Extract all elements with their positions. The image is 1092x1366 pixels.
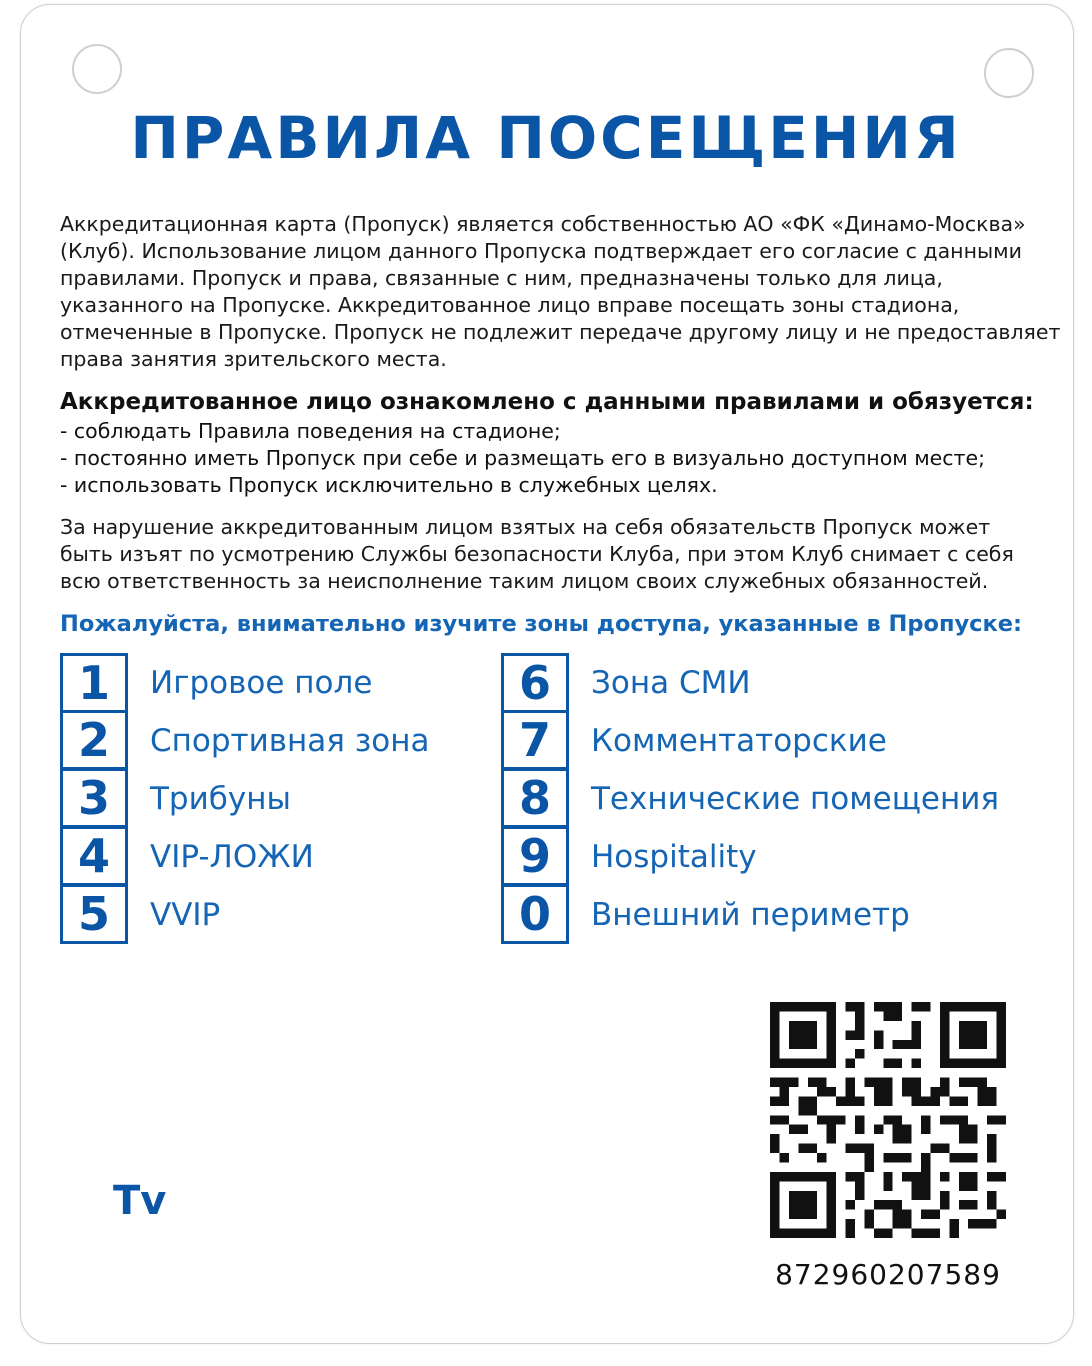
serial-number: 872960207589 [775, 1258, 1001, 1291]
zones-column-right [501, 654, 999, 944]
zone-label: Внешний периметр [591, 897, 910, 933]
intro-line: отмеченные в Пропуске. Пропуск не подлежит передаче другому лицу и не предоставляет [60, 320, 1061, 344]
zone-row [501, 712, 999, 770]
violation-paragraph [60, 514, 1040, 595]
page-title: ПРАВИЛА ПОСЕЩЕНИЯ [130, 104, 962, 172]
intro-line: Аккредитационная карта (Пропуск) является собственностью АО «ФК «Динамо-Москва» [60, 212, 1026, 236]
zones-column-left [60, 654, 430, 944]
zone-number-box: 7 [501, 710, 569, 770]
intro-line: правилами. Пропуск и права, связанные с ним, предназначены только для лица, [60, 266, 943, 290]
zone-number-box: 8 [501, 768, 569, 828]
zone-number-box: 3 [60, 768, 128, 828]
zone-row [501, 654, 999, 712]
zone-label: Hospitality [591, 839, 757, 875]
zone-label: Зона СМИ [591, 665, 751, 701]
brand-logo: Tv [113, 1178, 167, 1224]
zone-number-box: 9 [501, 826, 569, 886]
zone-number-box: 1 [60, 653, 128, 713]
obligation-item: - использовать Пропуск исключительно в служебных целях. [60, 473, 718, 497]
zone-number-box: 5 [60, 884, 128, 944]
obligations-heading: Аккредитованное лицо ознакомлено с данными правилами и обязуется: [60, 389, 1034, 415]
intro-paragraph [60, 211, 1061, 373]
zone-label: Трибуны [150, 781, 291, 817]
zone-label: Технические помещения [591, 781, 1000, 817]
zone-row [501, 828, 999, 886]
punch-hole-right [984, 48, 1034, 98]
obligation-item: - соблюдать Правила поведения на стадионе; [60, 419, 561, 443]
zone-label: VIP-ЛОЖИ [150, 839, 314, 875]
violation-line: За нарушение аккредитованным лицом взятых на себя обязательств Пропуск может [60, 515, 991, 539]
zone-row [501, 770, 999, 828]
zone-row [60, 654, 430, 712]
zones-heading: Пожалуйста, внимательно изучите зоны доступа, указанные в Пропуске: [60, 611, 1023, 637]
intro-line: указанного на Пропуске. Аккредитованное лицо вправе посещать зоны стадиона, [60, 293, 960, 317]
zone-row [501, 886, 999, 944]
zone-label: Спортивная зона [150, 723, 430, 759]
violation-line: быть изъят по усмотрению Службы безопасности Клуба, при этом Клуб снимает с себя [60, 542, 1014, 566]
zone-row [60, 712, 430, 770]
zone-number-box: 0 [501, 884, 569, 944]
punch-hole-left [72, 44, 122, 94]
violation-line: всю ответственность за неисполнение таким лицом своих служебных обязанностей. [60, 569, 989, 593]
zone-row [60, 770, 430, 828]
zone-number-box: 2 [60, 710, 128, 770]
zone-label: Комментаторские [591, 723, 887, 759]
intro-line: права занятия зрительского места. [60, 347, 447, 371]
obligation-item: - постоянно иметь Пропуск при себе и размещать его в визуально доступном месте; [60, 446, 986, 470]
qr-code-icon [770, 1002, 1006, 1238]
zone-row [60, 828, 430, 886]
zone-label: Игровое поле [150, 665, 373, 701]
obligations-list [60, 418, 985, 499]
zone-number-box: 4 [60, 826, 128, 886]
zone-number-box: 6 [501, 653, 569, 713]
zone-label: VVIP [150, 897, 221, 933]
intro-line: (Клуб). Использование лицом данного Пропуска подтверждает его согласие с данными [60, 239, 1022, 263]
zone-row [60, 886, 430, 944]
